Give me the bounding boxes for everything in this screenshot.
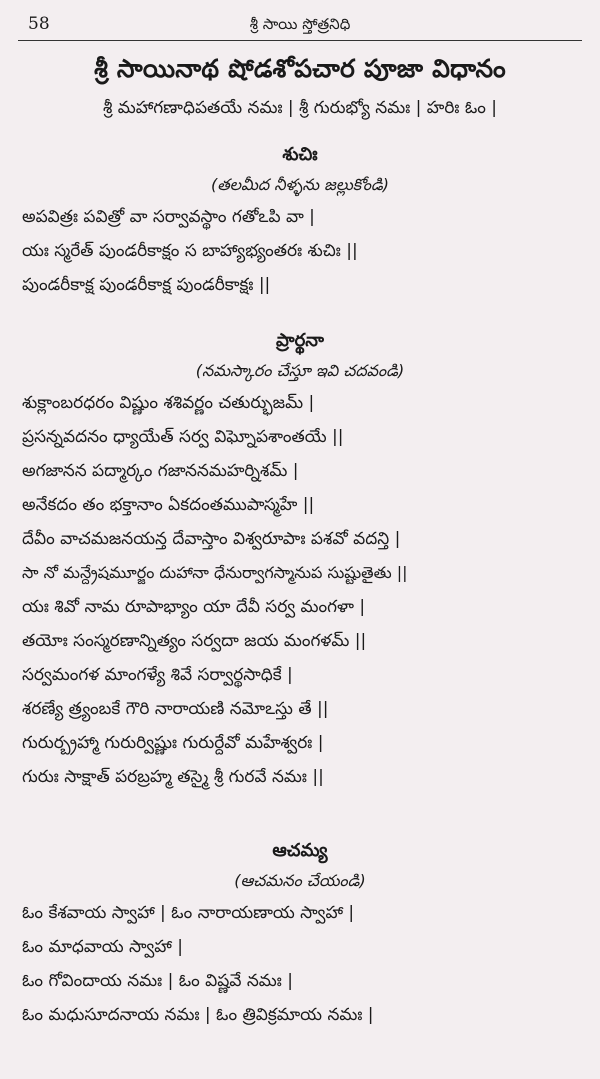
verse-line: శుక్లాంబరధరం విష్ణుం శశివర్ణం చతుర్భుజమ్ | — [22, 393, 315, 413]
verse-line: యః స్మరేత్ పుండరీకాక్షం స బాహ్యాభ్యంతరః శుచిః || — [22, 241, 358, 261]
verse-line: ఓం మాధవాయ స్వాహా | — [22, 937, 183, 957]
section-heading: శుచిః — [282, 144, 318, 165]
running-header — [18, 12, 582, 41]
section-achamya — [0, 836, 600, 1032]
verse-line: పుండరీకాక్ష పుండరీకాక్ష పుండరీకాక్షః || — [22, 275, 271, 295]
verse-line: ఓం కేశవాయ స్వాహా | ఓం నారాయణాయ స్వాహా | — [22, 903, 355, 923]
section-instruction: (నమస్కారం చేస్తూ ఇవి చదవండి) — [195, 361, 405, 380]
verse-line: గురుర్బ్రహ్మా గురుర్విష్ణుః గురుర్దేవో మహేశ్వరః | — [22, 733, 324, 753]
section-prarthana — [0, 326, 600, 794]
page-number: 58 — [28, 14, 50, 34]
verse-line: ప్రసన్నవదనం ధ్యాయేత్ సర్వ విఘ్నోపశాంతయే || — [22, 427, 344, 447]
verse-line: దేవీం వాచమజనయన్త దేవాస్తాం విశ్వరూపాః పశవో వదన్తి | — [22, 529, 401, 549]
section-instruction: (తలమీద నీళ్ళను జల్లుకోండి) — [210, 175, 390, 194]
section-heading: ఆచమ్య — [272, 840, 328, 861]
verse-line: అపవిత్రః పవిత్రో వా సర్వావస్థాం గతోఽపి వా | — [22, 207, 315, 227]
invocation-line: శ్రీ మహాగణాధిపతయే నమః | శ్రీ గురుభ్యో నమః | హరిః ఓం | — [102, 98, 498, 118]
page-title: శ్రీ సాయినాథ షోడశోపచార పూజా విధానం — [94, 54, 506, 83]
verse-line: ఓం గోవిందాయ నమః | ఓం విష్ణవే నమః | — [22, 971, 293, 991]
section-heading: ప్రార్థనా — [276, 330, 324, 351]
verse-line: ఓం మధుసూదనాయ నమః | ఓం త్రివిక్రమాయ నమః | — [22, 1005, 374, 1025]
verse-line: శరణ్యే త్ర్యంబకే గౌరి నారాయణి నమోఽస్తు తే || — [22, 699, 329, 719]
verse-line: అనేకదం తం భక్తానాం ఏకదంతముపాస్మహే || — [22, 495, 315, 515]
verse-line: అగజానన పద్మార్కం గజాననమహర్నిశమ్ | — [22, 461, 299, 481]
verse-line: యః శివో నామ రూపాభ్యాం యా దేవీ సర్వ మంగళా | — [22, 597, 366, 617]
section-suchi — [0, 140, 600, 302]
verse-line: సర్వమంగళ మాంగళ్యే శివే సర్వార్థసాధికే | — [22, 665, 293, 685]
verse-line: గురుః సాక్షాత్ పరబ్రహ్మ తస్మై శ్రీ గురవే నమః || — [22, 767, 324, 787]
section-instruction: (ఆచమనం చేయండి) — [234, 871, 366, 890]
verse-line: సా నో మన్ద్రేషమూర్జం దుహానా ధేనుర్వాగస్మానుప సుష్టుతైతు || — [22, 563, 408, 582]
verse-line: తయోః సంస్మరణాన్నిత్యం సర్వదా జయ మంగళమ్ || — [22, 631, 367, 651]
running-title: శ్రీ సాయి స్తోత్రనిధి — [249, 15, 351, 33]
